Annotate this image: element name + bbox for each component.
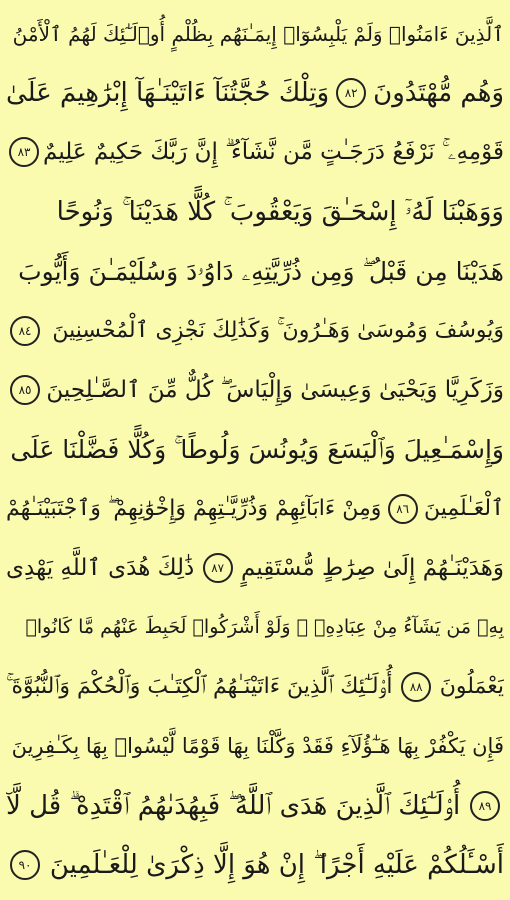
verse-text: قَوْمِهِۦ ۚ نَرْفَعُ دَرَجَـٰتٍ مَّن نَّشَآءُ ۗ إِنَّ رَبَّكَ حَكِيمٌ عَلِيمٌ bbox=[43, 138, 504, 165]
ayah-number-marker: ٨٨ bbox=[401, 672, 431, 702]
verse-text: وَهَدَيْنَـٰهُمْ إِلَىٰ صِرَٰطٍ مُّسْتَقِيمٍ bbox=[241, 554, 504, 581]
verse-text: أُو۟لَـٰٓئِكَ ٱلَّذِينَ ءَاتَيْنَـٰهُمُ ٱلْكِتَـٰبَ وَٱلْحُكْمَ وَٱلنُّبُوَّةَ ۚ bbox=[6, 673, 393, 699]
verse-line bbox=[6, 4, 504, 63]
verse-text: وَمِنْ ءَابَآئِهِمْ وَذُرِّيَّـٰتِهِمْ وَإِخْوَٰنِهِمْ ۖ وَٱجْتَبَيْنَـٰهُمْ bbox=[6, 495, 382, 521]
verse-line bbox=[6, 360, 504, 419]
verse-line bbox=[6, 182, 504, 241]
verse-text: بِهِۦ مَن يَشَآءُ مِنْ عِبَادِهِۦ ۚ وَلَوْ أَشْرَكُوا۟ لَحَبِطَ عَنْهُم مَّا كَانُوا۟ bbox=[25, 616, 504, 639]
verse-text: وَوَهَبْنَا لَهُۥٓ إِسْحَـٰقَ وَيَعْقُوبَ ۚ كُلًّا هَدَيْنَا ۚ وَنُوحًا bbox=[56, 196, 504, 227]
ayah-number-marker: ٨٣ bbox=[9, 137, 39, 167]
verse-line bbox=[6, 717, 504, 776]
verse-line bbox=[6, 835, 504, 894]
ayah-number-marker: ٨٦ bbox=[388, 494, 418, 524]
ayah-number-marker: ٨٤ bbox=[10, 316, 40, 346]
verse-text: فَإِن يَكْفُرْ بِهَا هَـٰٓؤُلَآءِ فَقَدْ وَكَّلْنَا بِهَا قَوْمًا لَّيْسُوا۟ بِهَا بِكَـٰفِرِينَ bbox=[11, 733, 504, 758]
verse-line bbox=[6, 242, 504, 301]
ayah-number-marker: ٨٢ bbox=[336, 78, 366, 108]
verse-text: وَإِسْمَـٰعِيلَ وَٱلْيَسَعَ وَيُونُسَ وَلُوطًا ۚ وَكُلًّا فَضَّلْنَا عَلَى bbox=[10, 434, 504, 464]
verse-text: ٱلَّذِينَ ءَامَنُوا۟ وَلَمْ يَلْبِسُوٓا۟ إِيمَـٰنَهُم بِظُلْمٍ أُو۟لَـٰٓئِكَ لَهُمُ ٱلْأَمْنُ bbox=[12, 21, 504, 46]
verse-text: أُو۟لَـٰٓئِكَ ٱلَّذِينَ هَدَى ٱللَّهُ ۖ فَبِهُدَىٰهُمُ ٱقْتَدِهْ ۗ قُل لَّآ bbox=[6, 790, 461, 821]
verse-text: وَتِلْكَ حُجَّتُنَآ ءَاتَيْنَـٰهَآ إِبْرَٰهِيمَ عَلَىٰ bbox=[6, 78, 330, 109]
verse-line bbox=[6, 539, 504, 598]
verse-text: هَدَيْنَا مِن قَبْلُ ۖ وَمِن ذُرِّيَّتِهِۦ دَاوُۥدَ وَسُلَيْمَـٰنَ وَأَيُّوبَ bbox=[18, 256, 504, 286]
ayah-number-marker: ٨٧ bbox=[203, 553, 233, 583]
verse-line bbox=[6, 63, 504, 122]
verse-line bbox=[6, 420, 504, 479]
verse-line bbox=[6, 776, 504, 835]
verse-line bbox=[6, 123, 504, 182]
verse-line bbox=[6, 301, 504, 360]
ayah-number-marker: ٨٥ bbox=[10, 375, 40, 405]
verse-line bbox=[6, 479, 504, 538]
verse-text: أَسْـَٔلُكُمْ عَلَيْهِ أَجْرًا ۖ إِنْ هُوَ إِلَّا ذِكْرَىٰ لِلْعَـٰلَمِينَ bbox=[49, 850, 504, 881]
verse-line bbox=[6, 598, 504, 657]
verse-text: وَيُوسُفَ وَمُوسَىٰ وَهَـٰرُونَ ۚ وَكَذَٰلِكَ نَجْزِى ٱلْمُحْسِنِينَ bbox=[52, 317, 504, 343]
ayah-number-marker: ٨٩ bbox=[470, 791, 500, 821]
verse-line bbox=[6, 657, 504, 716]
verse-text: وَهُم مُّهْتَدُونَ bbox=[373, 78, 504, 109]
verse-text: وَزَكَرِيَّا وَيَحْيَىٰ وَعِيسَىٰ وَإِلْيَاسَ ۖ كُلٌّ مِّنَ ٱلصَّـٰلِحِينَ bbox=[46, 376, 504, 403]
verse-text: ٱلْعَـٰلَمِينَ bbox=[423, 495, 504, 521]
verse-text: ذَٰلِكَ هُدَى ٱللَّهِ يَهْدِى bbox=[6, 554, 195, 581]
verse-text: يَعْمَلُونَ bbox=[439, 673, 504, 699]
ayah-number-marker: ٩٠ bbox=[10, 850, 40, 880]
